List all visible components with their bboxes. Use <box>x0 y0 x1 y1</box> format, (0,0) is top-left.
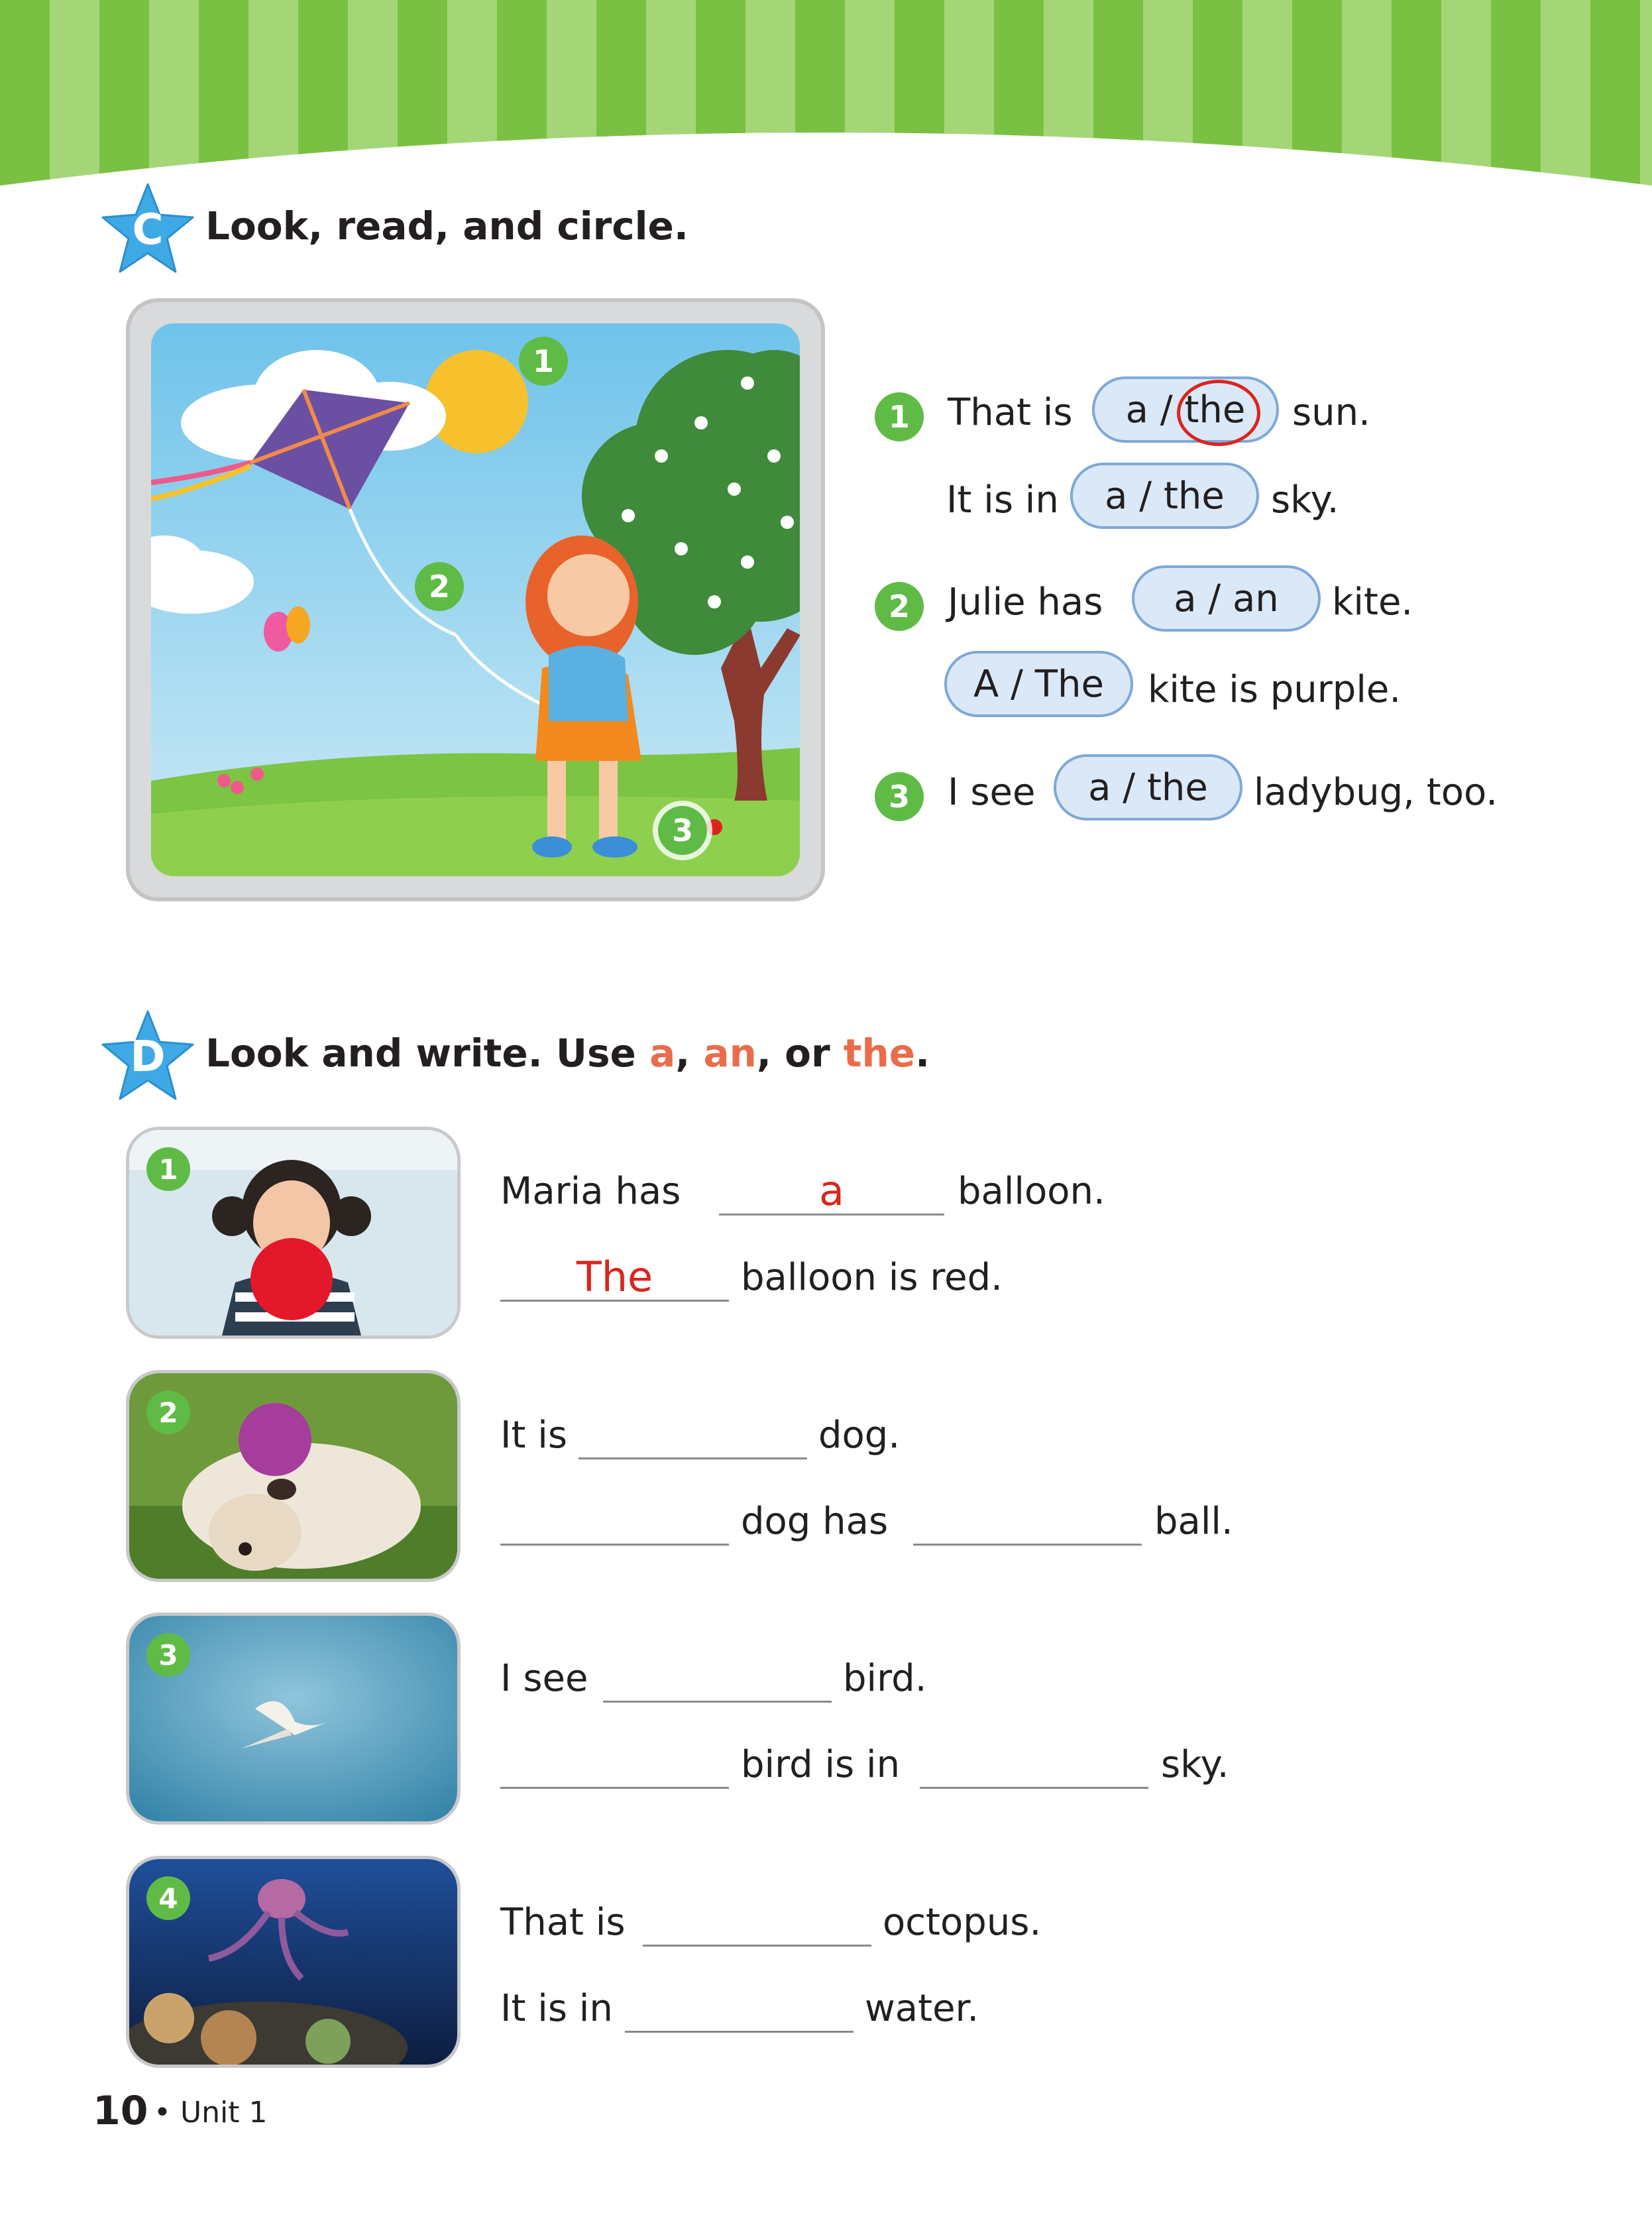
d-item-2-line-1-before: It is <box>500 1414 568 1457</box>
footer-separator: • <box>154 2096 171 2130</box>
title-word-a: a <box>649 1031 676 1076</box>
octopus-reef-photo <box>126 1856 461 2068</box>
d-item-1-line-1-answer: a <box>819 1166 844 1215</box>
picture-marker-2: 2 <box>415 562 464 611</box>
choice-text: A / The <box>973 662 1104 706</box>
d-item-2-line-2-after: ball. <box>1154 1500 1233 1543</box>
c-item-2-line-1-before: Julie has <box>948 581 1103 624</box>
title-sep: , or <box>756 1031 844 1076</box>
d-item-4-number: 4 <box>146 1876 190 1920</box>
section-d-badge <box>98 1007 197 1107</box>
d-item-1-line-1-after: balloon. <box>958 1170 1105 1213</box>
choice-text: a / the <box>1105 474 1225 518</box>
section-d-letter: D <box>130 1033 166 1082</box>
title-word-the: the <box>843 1031 916 1076</box>
c-item-1-number: 1 <box>875 392 924 441</box>
header-band <box>0 0 1652 192</box>
girl-balloon-photo <box>126 1127 461 1339</box>
d-item-4-line-2-before: It is in <box>500 1987 613 2030</box>
d-item-3-line-2-blank-1[interactable] <box>500 1783 729 1789</box>
c-item-2-line-2-choice[interactable] <box>944 651 1133 717</box>
choice-text: a / the <box>1125 388 1246 431</box>
d-item-1-number: 1 <box>146 1147 190 1191</box>
c-item-1-line-1-before: That is <box>948 391 1073 434</box>
title-end: . <box>915 1031 930 1076</box>
choice-text: a / the <box>1088 766 1208 809</box>
d-item-1-line-2-answer: The <box>576 1253 653 1301</box>
bird-sky-photo <box>126 1613 461 1825</box>
d-item-4-line-1-before: That is <box>500 1901 626 1944</box>
d-item-4-line-1-blank[interactable] <box>643 1941 871 1947</box>
d-item-3-line-1-before: I see <box>500 1657 588 1700</box>
d-item-2-line-1-blank[interactable] <box>578 1453 807 1459</box>
c-item-3-number: 3 <box>875 772 924 821</box>
c-item-1-line-2-choice[interactable] <box>1070 463 1259 529</box>
c-item-1-line-2-before: It is in <box>946 479 1059 522</box>
kite-scene-illustration <box>151 323 800 876</box>
picture-marker-3: 3 <box>658 806 707 855</box>
c-item-3-line-1-before: I see <box>948 771 1036 814</box>
d-item-3-line-1-blank[interactable] <box>603 1697 832 1703</box>
answer-circle-mark <box>1177 380 1260 446</box>
d-item-2-number: 2 <box>146 1391 190 1434</box>
section-c-badge <box>98 180 197 280</box>
title-sep: , <box>675 1031 704 1076</box>
title-text: Look and write. Use <box>205 1031 650 1076</box>
d-item-3-line-1-after: bird. <box>843 1657 927 1700</box>
d-item-2-line-1-after: dog. <box>818 1414 901 1457</box>
c-item-2-line-1-after: kite. <box>1332 581 1413 624</box>
d-item-3-line-2-mid: bird is in <box>741 1743 901 1786</box>
choice-text: a / an <box>1174 577 1279 620</box>
c-item-3-line-1-after: ladybug, too. <box>1254 771 1498 814</box>
unit-label <box>154 2096 268 2130</box>
picture-marker-1: 1 <box>519 337 568 386</box>
dog-ball-photo <box>126 1370 461 1582</box>
d-item-1-line-2-after: balloon is red. <box>741 1256 1003 1299</box>
c-item-2-number: 2 <box>875 582 924 631</box>
d-item-4-line-1-after: octopus. <box>883 1901 1042 1944</box>
c-item-2-line-1-choice[interactable] <box>1132 565 1321 632</box>
d-item-3-line-2-blank-2[interactable] <box>920 1783 1148 1789</box>
d-item-3-number: 3 <box>146 1633 190 1677</box>
section-c-letter: C <box>132 205 164 255</box>
d-item-1-line-1-before: Maria has <box>500 1170 681 1213</box>
d-item-2-line-2-blank-1[interactable] <box>500 1540 729 1546</box>
page-number: 10 <box>93 2088 148 2134</box>
d-item-3-line-2-after: sky. <box>1161 1743 1229 1786</box>
illustration-frame <box>126 298 825 901</box>
c-item-1-line-2-after: sky. <box>1271 479 1339 522</box>
section-c-title: Look, read, and circle. <box>205 203 688 249</box>
c-item-1-line-1-after: sun. <box>1292 391 1370 434</box>
unit-name: Unit 1 <box>180 2096 268 2130</box>
c-item-3-line-1-choice[interactable] <box>1054 754 1242 821</box>
d-item-2-line-2-mid: dog has <box>741 1500 889 1543</box>
section-d-title <box>205 1031 930 1076</box>
d-item-4-line-2-blank[interactable] <box>625 2027 854 2033</box>
d-item-4-line-2-after: water. <box>865 1987 979 2030</box>
title-word-an: an <box>703 1031 757 1076</box>
c-item-2-line-2-after: kite is purple. <box>1148 668 1402 711</box>
d-item-2-line-2-blank-2[interactable] <box>913 1540 1142 1546</box>
